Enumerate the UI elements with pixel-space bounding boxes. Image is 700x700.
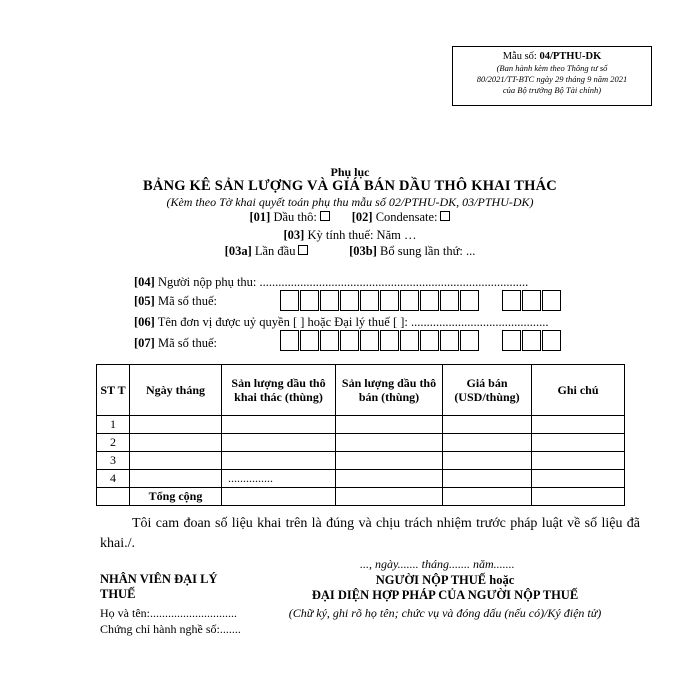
appendix-label: Phụ lục [330,165,370,179]
agent-field[interactable]: [06] Tên đơn vị được uỷ quyền [ ] hoặc Đại lý thuế [ ]: ............................................ [134,315,549,329]
tax-id-branch-boxes[interactable] [502,290,562,311]
production-table [96,364,625,506]
page-title: BẢNG KÊ SẢN LƯỢNG VÀ GIÁ BÁN DẦU THÔ KHAI THÁC [143,178,557,194]
tax-period-line: [03] Kỳ tính thuế: Năm … [283,228,417,242]
col-header-production: Sản lượng dầu thô khai thác (thùng) [222,365,336,416]
product-type-line: [01] Dầu thô: [02] Condensate: [0,210,700,225]
legal-representative-title: ĐẠI DIỆN HỢP PHÁP CỦA NGƯỜI NỘP THUẾ [311,588,579,602]
form-issue-line-3: của Bộ trưởng Bộ Tài chính) [502,85,602,95]
col-header-sold: Sản lượng dầu thô bán (thùng) [336,365,443,416]
page-subtitle: (Kèm theo Tờ khai quyết toán phụ thu mẫu số 02/PTHU-DK, 03/PTHU-DK) [166,195,534,209]
agent-tax-id-label: [07] Mã số thuế: [134,336,217,350]
col-header-stt: ST T [97,365,130,416]
supplement-label: Bổ sung lần thứ: ... [380,244,476,258]
table-header-row [97,365,625,416]
form-code: 04/PTHU-DK [539,51,602,62]
crude-oil-checkbox[interactable] [320,211,330,221]
payer-field[interactable]: [04] Người nộp phụ thu: ...................................................................................... [134,275,529,289]
agent-label: Tên đơn vị được uỷ quyền [ ] hoặc Đại lý thuế [ ]: ............................................ [157,315,549,329]
agent-tax-id-branch-boxes[interactable] [502,330,562,351]
table-total-row [97,488,625,506]
col-header-date: Ngày tháng [130,365,222,416]
form-code-box [452,46,652,106]
condensate-label: Condensate: [375,210,438,224]
col-header-price: Giá bán (USD/thùng) [443,365,532,416]
crude-oil-label: Dầu thô: [273,210,317,224]
tax-id-field-label: [05] Mã số thuế: [134,294,217,308]
payer-label: Người nộp phụ thu: ...................................................................................... [157,275,529,289]
table-row: 3 [97,452,625,470]
form-issue-line-1: (Ban hành kèm theo Thông tư số [496,63,608,73]
table-row: 1 [97,416,625,434]
agent-certificate-line: Chứng chỉ hành nghề số:....... [100,622,241,636]
table-row: 4 ............... [97,470,625,488]
table-row: 2 [97,434,625,452]
first-time-checkbox[interactable] [298,245,308,255]
signature-instruction: (Chữ ký, ghi rõ họ tên; chức vụ và đóng dấu (nếu có)/Ký điện tử) [288,606,602,620]
signature-date-line: ..., ngày....... tháng....... năm....... [360,557,515,571]
col-header-note: Ghi chú [532,365,625,416]
tax-period-label: Kỳ tính thuế: Năm … [307,228,417,242]
condensate-checkbox[interactable] [440,211,450,221]
agent-tax-id-boxes[interactable] [280,330,480,351]
total-label: Tổng cộng [130,488,222,506]
tax-id-boxes[interactable] [280,290,480,311]
form-code-label: Mẫu số: [502,51,537,62]
first-time-label: Lần đầu [254,244,296,258]
declaration-text: Tôi cam đoan số liệu khai trên là đúng và chịu trách nhiệm trước pháp luật về số liệu đã khai./. [100,516,640,551]
form-issue-line-2: 80/2021/TT-BTC ngày 29 tháng 9 năm 2021 [476,74,628,84]
tax-agent-title: NHÂN VIÊN ĐẠI LÝ THUẾ [100,572,218,601]
agent-name-line: Họ và tên:............................. [100,606,237,620]
submission-type-line: [03a] Lần đầu [03b] Bổ sung lần thứ: ... [224,244,476,258]
taxpayer-title: NGƯỜI NỘP THUẾ hoặc [375,573,515,587]
